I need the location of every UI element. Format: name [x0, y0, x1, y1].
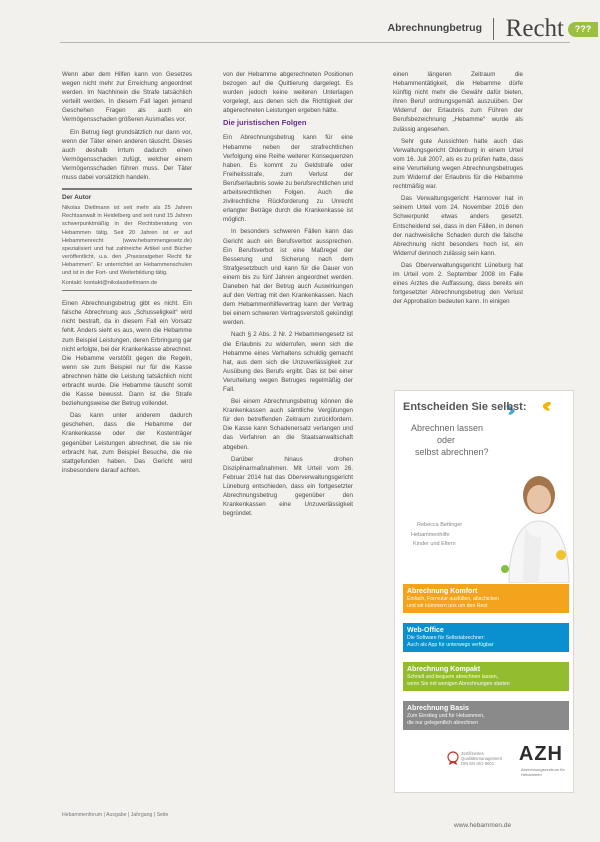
ad-offer-komfort[interactable]: [403, 584, 569, 613]
azh-logo-subtitle: Abrechnungszentrum für Hebammen: [521, 767, 565, 777]
ad-caption: Kinder und Eltern: [413, 541, 456, 547]
author-bio: Nikolas Dietlmann ist seit mehr als 25 Jahren Rechtsanwalt in Heidelberg und seit rund 15 Jahren schwerpunktmäßig in der Rechtsberatung von Hebammen tätig. Seit 20 Jahren ist er auf Hebammenrecht (www.hebammengesetz.de) spezialisiert und hat zahlreiche Artikel und Bücher veröffentlicht, u.a. den „Praxisratgeber Recht für Hebammen“. Er unterrichtet an Hebammenschulen und ist in der Fort- und Weiterbildung tätig.: [62, 205, 192, 276]
paragraph: Sehr gute Aussichten hatte auch das Verwaltungsgericht Oldenburg in einem Urteil vom 16. Juli 2007, als es zu prüfen hatte, dass eine Verurteilung wegen Abrechnungsbetruges zum Widerruf der Erlaubnis für die Hebamme rechtmäßig war.: [393, 137, 523, 191]
ad-offer-line: und wir kümmern uns um den Rest: [407, 603, 488, 609]
paragraph: Bei einem Abrechnungsbetrug können die Krankenkassen auch sämtliche Vergütungen für den betreffenden Zeitraum zurückfordern. Die Kasse kann Schadenersatz verlangen und das Verfahren an die Staatsanwaltschaft abgeben.: [223, 398, 353, 451]
paragraph: Nach § 2 Abs. 2 Nr. 2 Hebammengesetz ist die Erlaubnis zu widerrufen, wenn sich die Hebamme eines Verhaltens schuldig gemacht hat, aus dem sich die Unzuverlässigkeit zur Ausübung des Berufs ergibt. Das ist bei einer Verurteilung wegen Betruges regelmäßig der Fall.: [223, 331, 353, 393]
author-box: [62, 188, 192, 291]
header-section-title: Abrechnungbetrug: [387, 22, 482, 34]
text-column-2: [223, 70, 353, 521]
ad-offer-line: Einfach, Formular ausfüllen, abschicken: [407, 596, 499, 602]
ad-offer-title: Web-Office: [407, 627, 444, 634]
ad-offer-title: Abrechnung Komfort: [407, 588, 478, 595]
header-category: Recht: [505, 15, 564, 42]
paragraph: Das kann unter anderem dadurch geschehen, dass die Hebamme der Krankenkasse oder der Kostenträger gegenüber Leistungen abrechnet, die sie nie erbracht hat, zum Beispiel Besuche, die nie stattgefunden haben. Das Gericht wird insbesondere darauf achten.: [62, 412, 192, 474]
ad-offer-basis[interactable]: [403, 701, 569, 730]
ad-caption: Hebammenhilfe: [411, 532, 450, 538]
page-number-badge: ???: [568, 22, 598, 37]
ad-offer-line: Schnell und bequem abrechnen lassen,: [407, 674, 499, 680]
ad-url[interactable]: www.hebammen.de: [454, 822, 512, 829]
ad-caption: Rebecca Bettinger: [417, 522, 463, 528]
ad-offer-line: die nur gelegentlich abrechnen: [407, 720, 478, 726]
paragraph: Ein Abrechnungsbetrug kann für eine Hebamme neben der strafrechtlichen Verfolgung eine Reihe weiterer Konsequenzen haben. Es kommt zu Geldstrafe oder Freiheitsstrafe, zum Verlust der Berufserlaubnis sowie zu berufsrechtlichen und arbeitsrechtlichen Folgen. Auch die zivilrechtliche Rückforderung zu Unrecht erlangter Beträge durch die Krankenkasse ist möglich.: [223, 134, 353, 224]
ad-logo-area: [403, 741, 569, 781]
certificate-text: Zertifiziertes Qualitätsmanagement DIN EN ISO 9001: [461, 751, 502, 766]
header-rule: [60, 42, 570, 43]
ad-question-line: oder: [437, 435, 456, 445]
ad-question-line: selbst abrechnen?: [415, 447, 489, 457]
ad-offer-kompakt[interactable]: [403, 662, 569, 691]
paragraph: von der Hebamme abgerechneten Positionen bezogen auf die Quittierung dargelegt. Es wurden jedoch keine weiteren Unterlagen vorgelegt, aus denen sich die Richtigkeit der abgerechneten Leistungen ergeben hätte.: [223, 71, 353, 115]
paragraph: Darüber hinaus drohen Disziplinarmaßnahmen. Mit Urteil vom 26. Februar 2014 hat das Oberverwaltungsgericht Lüneburg entschieden, dass ein fortgesetzter Abrechnungsbetrug gegenüber den Krankenkassen eine Unzuverlässigkeit begründet.: [223, 455, 353, 518]
certificate-seal-icon: [447, 751, 459, 765]
ad-offer-line: wenn Sie mit wenigen Abrechnungen starten: [407, 681, 510, 687]
ad-offer-line: Zum Einstieg und für Hebammen,: [407, 713, 485, 719]
ad-offer-title: Abrechnung Kompakt: [407, 666, 481, 673]
advertisement: [394, 390, 574, 793]
paragraph: In besonders schweren Fällen kann das Gericht auch ein Berufsverbot aussprechen. Ein Berufsverbot ist eine Maßregel der Besserung und Sicherung nach dem Strafgesetzbuch und kann für die Dauer von einem bis zu fünf Jahren angeordnet werden. Daneben hat der Betrug auch Auswirkungen auf den Vertrag mit den Krankenkassen. Nach dem Hebammenhilfevertrag kann der Vertrag bei einem schweren Vertragsverstoß gekündigt werden.: [223, 228, 353, 327]
paragraph: Das Oberverwaltungsgericht Lüneburg hat im Urteil vom 2. September 2008 im Falle eines Arztes die Auffassung, dass bereits ein fortgesetzter Abrechnungsbetrug den Verlust der Approbation bedeuten kann. In einigen: [393, 261, 523, 306]
ad-portrait-photo: [495, 465, 571, 583]
ad-question-line: Abrechnen lassen: [411, 423, 484, 433]
paragraph: Das Verwaltungsgericht Hannover hat in seinem Urteil vom 24. November 2016 den Schwerpunkt etwas anders gesetzt. Entscheidend sei, dass in den Fällen, in denen der nachweisliche Schaden durch die falsche Abrechnung nicht besonders hoch ist, ein Widerruf dennoch zulässig sein kann.: [393, 195, 523, 257]
paragraph: Ein Betrug liegt grundsätzlich nur dann vor, wenn der Täter einen anderen täuscht. Dieses auch deshalb Irrtum dadurch einen Vermögensschaden zufügt, welcher einem Vermögensschaden führen muss. Der Täter muss dabei vorsätzlich handeln.: [62, 128, 192, 182]
paragraph: Einen Abrechnungsbetrug gibt es nicht. Ein falsche Abrechnung aus „Schusseligkeit“ wird nicht bestraft, da in diesem Fall ein Vorsatz fehlt. Anders sieht es aus, wenn die Hebamme zum Beispiel Leistungen, deren Erbringung gar nicht erfolgte, bei der Krankenkasse abrechnet. Die Hebamme verstößt gegen die Regeln, wenn sie zum Beispiel nur für die Kasse abrechnen hätte die Leistung tatsächlich nicht erbracht wurde. Die Hebamme täuscht somit die Kasse bewusst. Dann ist die Strafe beziehungsweise der Betrug vollendet.: [62, 300, 192, 408]
ad-offer-line: Die Software für Selbstabrechner:: [407, 635, 485, 641]
ad-headline: Entscheiden Sie selbst:: [403, 401, 527, 413]
ad-offer-web-office[interactable]: [403, 623, 569, 652]
section-heading: Die juristischen Folgen: [223, 118, 307, 128]
page-footer: Hebammenforum | Ausgabe | Jahrgang | Seite: [62, 812, 169, 818]
paragraph: einen längeren Zeitraum die Hebammentätigkeit, die Hebamme dürfe künftig nicht mehr die Gewähr dafür bieten, ihren Beruf ordnungsgemäß auszuüben. Der Widerruf der Erlaubnis zum Führen der Berufsbezeichnung „Hebamme“ wurde als zulässig angesehen.: [393, 71, 523, 133]
author-contact: Kontakt: kontakt@nikolasdietlmann.de: [62, 280, 158, 287]
header-separator: [493, 18, 494, 40]
text-column-1: [62, 70, 192, 478]
text-column-3: [393, 70, 523, 382]
ad-offer-line: Auch als App für unterwegs verfügbar: [407, 642, 494, 648]
author-heading: Der Autor: [62, 194, 92, 202]
paragraph: Wenn aber dem Hilfen kann von Gesetzes wegen nicht mehr zur Erreichung angeordnet werden. Im Nachhinein die Strafe tatsächlich verteilt werden. In diesem Fall lagen jemand Geschehen Fragen als auch ein Vermögensschaden größeren Ausmaßes vor.: [62, 71, 192, 124]
ad-offer-title: Abrechnung Basis: [407, 705, 469, 712]
azh-logo: AZH: [518, 743, 563, 765]
